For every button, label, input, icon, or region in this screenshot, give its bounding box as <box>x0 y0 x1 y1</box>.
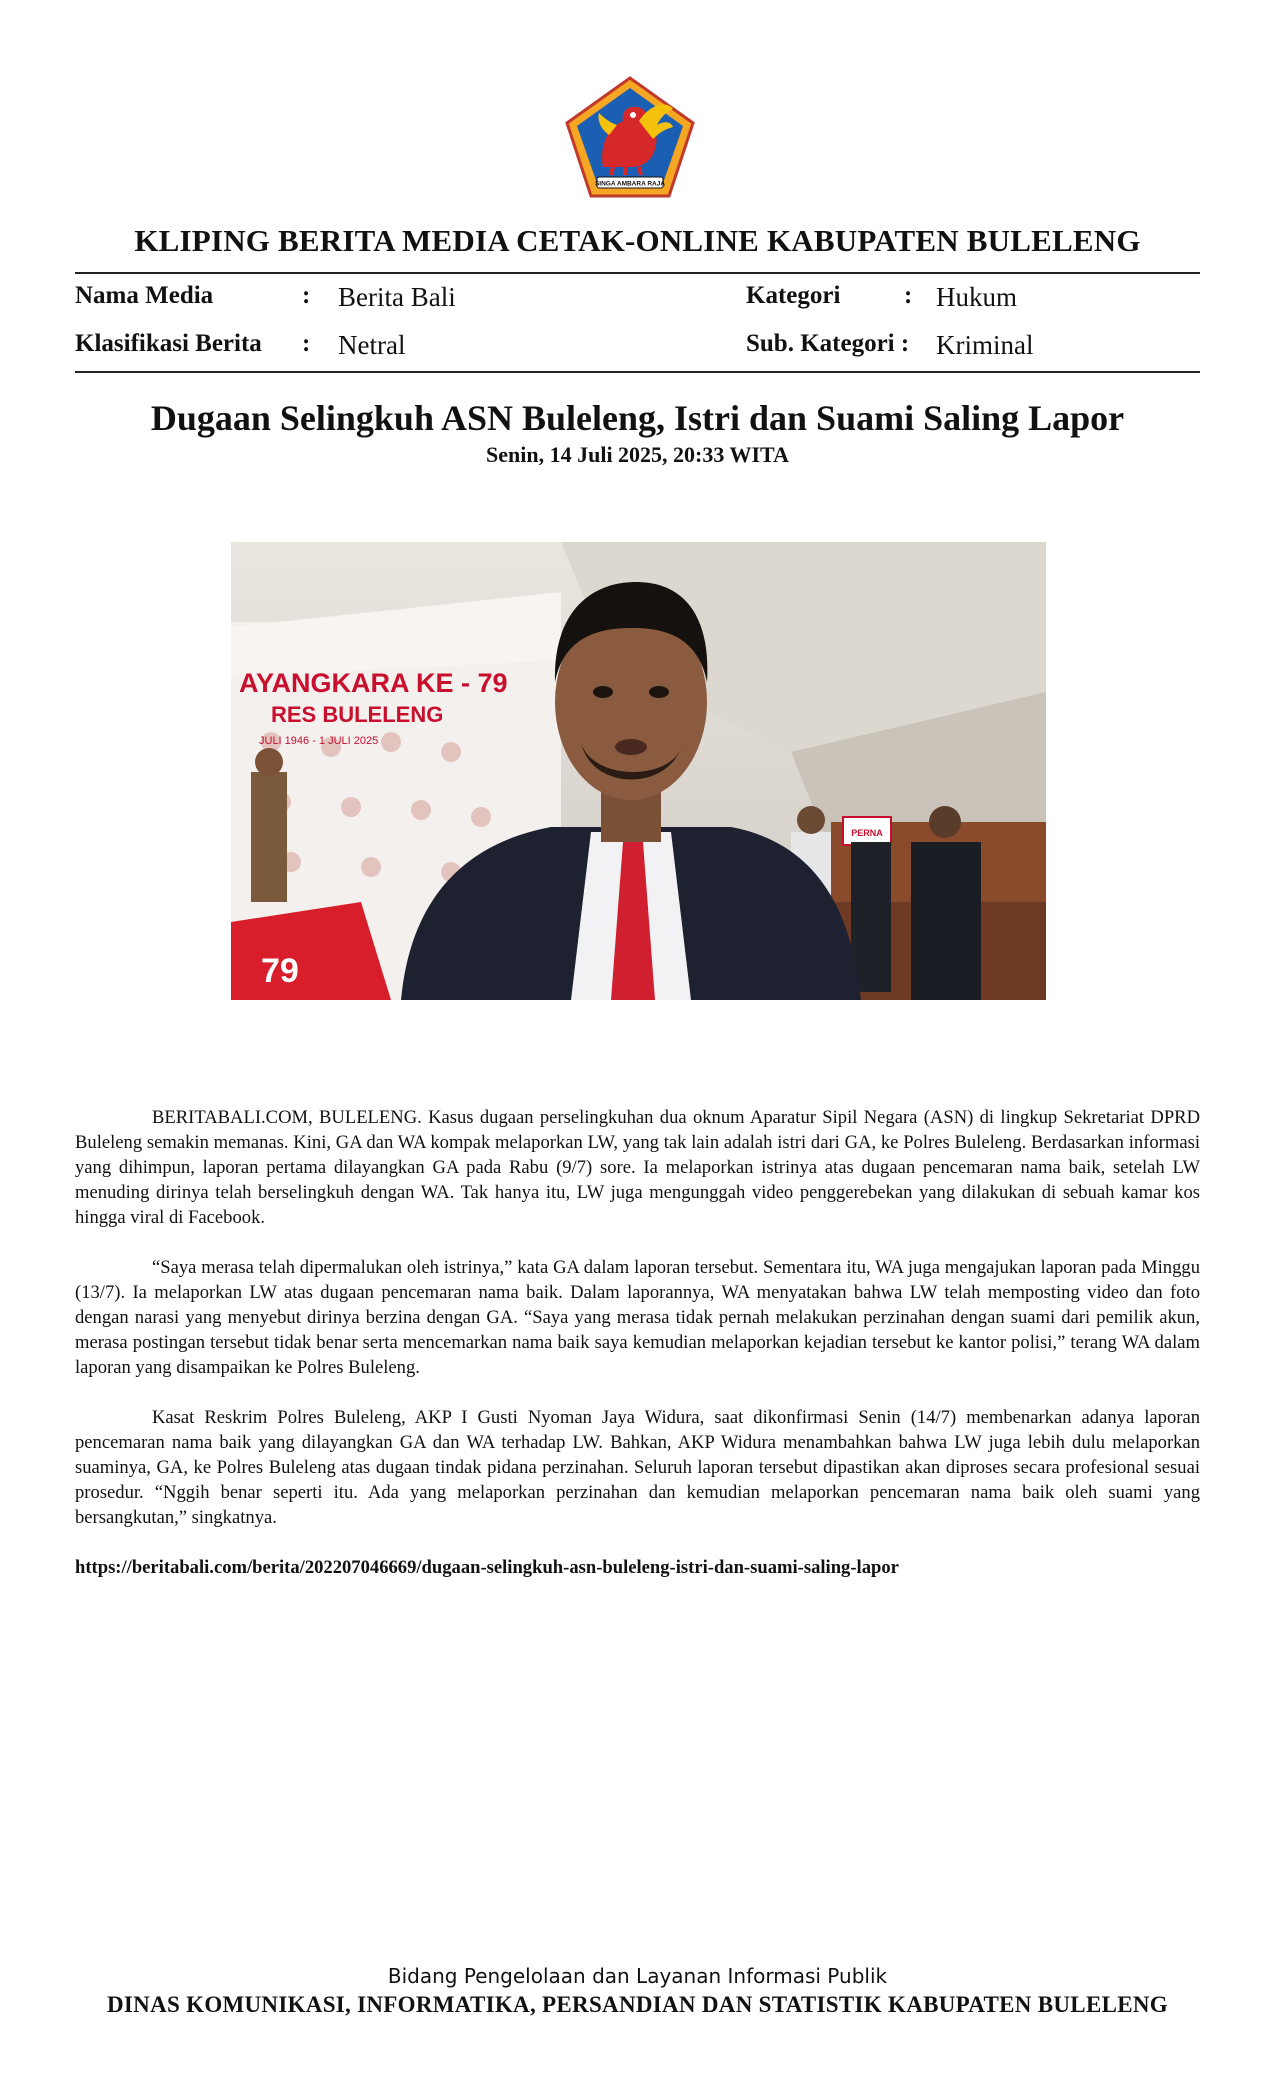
article-paragraph-2: “Saya merasa telah dipermalukan oleh istrinya,” kata GA dalam laporan tersebut. Sementara itu, WA juga mengajukan laporan pada Minggu (13/7). Ia melaporkan LW atas dugaan pencemaran nama baik. Dalam laporannya, WA menyatakan bahwa LW telah memposting video dan foto dengan narasi yang menyebut dirinya berzina dengan GA. “Saya yang merasa tidak pernah melakukan perzinahan dengan suami dari pemilik akun, merasa postingan tersebut tidak benar serta mencemarkan nama baik saya kemudian melaporkan kejadian tersebut ke kantor polisi,” terang WA dalam laporan yang disampaikan ke Polres Buleleng. <box>75 1257 1200 1378</box>
subkategori-value: Kriminal <box>936 330 1034 360</box>
media-label: Nama Media <box>75 282 214 309</box>
klasifikasi-label: Klasifikasi Berita <box>75 330 262 357</box>
buleleng-crest-logo <box>563 75 697 199</box>
header-divider-bottom <box>75 371 1200 373</box>
photo-banner-title: AYANGKARA KE - 79 <box>239 668 508 698</box>
article-paragraph-1: BERITABALI.COM, BULELENG. Kasus dugaan perselingkuhan dua oknum Aparatur Sipil Negara (ASN) di lingkup Sekretariat DPRD Buleleng semakin memanas. Kini, GA dan WA kompak melaporkan LW, yang tak lain adalah istri dari GA, ke Polres Buleleng. Berdasarkan informasi yang dihimpun, laporan pertama dilayangkan GA pada Rabu (9/7) sore. Ia melaporkan istrinya atas dugaan pencemaran nama baik, setelah LW menuding dirinya telah berselingkuh dengan WA. Tak hanya itu, LW juga mengunggah video penggerebekan yang dilakukan di sebuah kamar kos hingga viral di Facebook. <box>75 1107 1200 1228</box>
klasifikasi-value: Netral <box>338 330 406 360</box>
klasifikasi-colon: : <box>302 330 311 357</box>
footer-department: Bidang Pengelolaan dan Layanan Informasi Publik <box>387 1964 888 1988</box>
source-url-link[interactable]: https://beritabali.com/berita/202207046669/dugaan-selingkuh-asn-buleleng-istri-dan-suami-saling-lapor <box>75 1557 899 1578</box>
logo-motto: SINGA AMBARA RAJA <box>594 180 666 188</box>
article-paragraph-3: Kasat Reskrim Polres Buleleng, AKP I Gusti Nyoman Jaya Widura, saat dikonfirmasi Senin (14/7) membenarkan adanya laporan pencemaran nama baik yang dilayangkan GA dan WA terhadap LW. Bahkan, AKP Widura menambahkan bahwa LW juga lebih dulu melaporkan suaminya, GA, ke Polres Buleleng atas dugaan tindak pidana perzinahan. Seluruh laporan tersebut dipastikan akan diproses secara profesional sesuai prosedur. “Nggih benar seperti itu. Ada yang melaporkan perzinahan dan kemudian melaporkan pencemaran nama baik oleh suami yang bersangkutan,” singkatnya. <box>75 1407 1200 1528</box>
header-divider-top <box>75 272 1200 274</box>
photo-banner-dates: JULI 1946 - 1 JULI 2025 <box>259 735 379 747</box>
kliping-title: KLIPING BERITA MEDIA CETAK-ONLINE KABUPATEN BULELENG <box>134 223 1141 258</box>
kategori-label: Kategori <box>746 282 841 309</box>
footer-agency: DINAS KOMUNIKASI, INFORMATIKA, PERSANDIAN DAN STATISTIK KABUPATEN BULELENG <box>107 1992 1168 2017</box>
kategori-value: Hukum <box>936 282 1017 312</box>
photo-floor-text: 79 <box>261 952 299 990</box>
media-value: Berita Bali <box>338 282 456 312</box>
article-body <box>75 1105 1200 1555</box>
subkategori-label: Sub. Kategori : <box>746 330 910 357</box>
photo-sign-text: PERNA <box>851 828 883 838</box>
article-dateline: Senin, 14 Juli 2025, 20:33 WITA <box>486 442 789 467</box>
article-headline: Dugaan Selingkuh ASN Buleleng, Istri dan Suami Saling Lapor <box>150 398 1125 438</box>
media-colon: : <box>302 282 311 309</box>
kategori-colon: : <box>904 282 913 309</box>
article-photo <box>231 542 1046 1000</box>
photo-banner-subtitle: RES BULELENG <box>271 702 444 727</box>
